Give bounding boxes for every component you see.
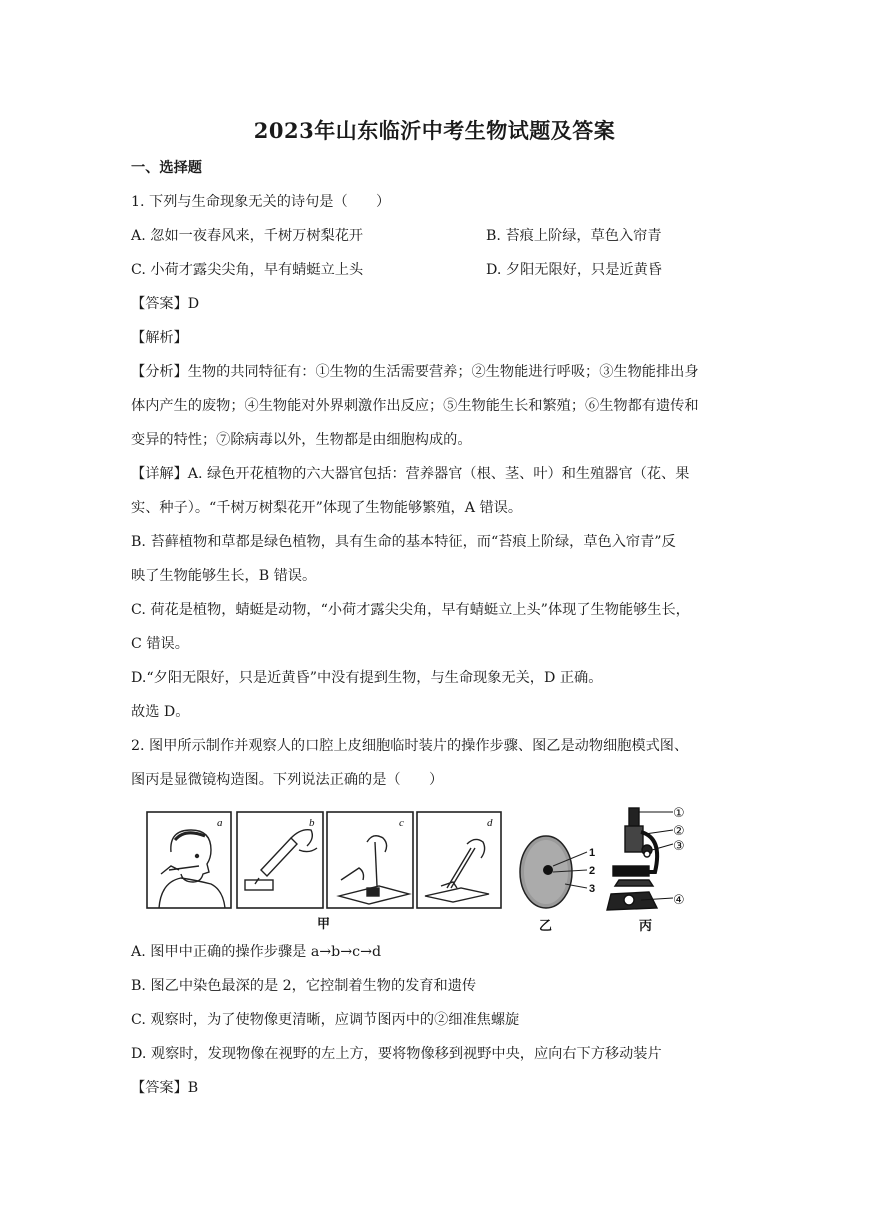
q1-detail-line: 【详解】A. 绿色开花植物的六大器官包括：营养器官（根、茎、叶）和生殖器官（花、果 <box>131 466 690 482</box>
cell-label-3: 3 <box>589 883 596 895</box>
q1-detail-line: C 错误。 <box>131 636 189 652</box>
q1-option-a: A. 忽如一夜春风来，千树万树梨花开 <box>131 228 364 244</box>
microscope-label-4: ④ <box>673 893 685 908</box>
q1-option-d: D. 夕阳无限好，只是近黄昏 <box>486 262 662 278</box>
q1-detail-line: 故选 D。 <box>131 704 190 720</box>
panel-b-dropper <box>245 830 317 890</box>
cell-label-1: 1 <box>589 847 596 859</box>
figure-caption-jia: 甲 <box>317 917 331 932</box>
section-heading: 一、选择题 <box>131 160 202 176</box>
panel-b-letter: b <box>309 817 315 829</box>
q1-option-c: C. 小荷才露尖尖角，早有蜻蜓立上头 <box>131 262 364 278</box>
q1-answer: 【答案】D <box>131 296 200 312</box>
q1-detail-line: B. 苔藓植物和草都是绿色植物，具有生命的基本特征，而“苔痕上阶绿，草色入帘青”反 <box>131 534 676 550</box>
q1-option-b: B. 苔痕上阶绿，草色入帘青 <box>486 228 662 244</box>
microscope-label-3: ③ <box>673 839 685 854</box>
panel-d-letter: d <box>487 817 493 829</box>
q1-analysis-line: 【分析】生物的共同特征有：①生物的生活需要营养；②生物能进行呼吸；③生物能排出身 <box>131 364 699 380</box>
q1-stem: 1. 下列与生命现象无关的诗句是（ ） <box>131 194 391 210</box>
panel-a-person <box>159 830 225 908</box>
q2-stem-line: 图丙是显微镜构造图。下列说法正确的是（ ） <box>131 772 444 788</box>
microscope-label-2: ② <box>673 824 685 839</box>
q2-stem-line: 2. 图甲所示制作并观察人的口腔上皮细胞临时装片的操作步骤、图乙是动物细胞模式图、 <box>131 738 689 754</box>
q1-analysis-heading: 【解析】 <box>131 330 188 346</box>
panel-c-letter: c <box>399 817 404 829</box>
q1-detail-line: D.“夕阳无限好，只是近黄昏”中没有提到生物，与生命现象无关，D 正确。 <box>131 670 603 686</box>
cell-label-2: 2 <box>589 865 596 877</box>
microscope-label-1: ① <box>673 806 685 821</box>
q1-detail-line: 映了生物能够生长，B 错误。 <box>131 568 317 584</box>
cell-diagram <box>520 836 595 934</box>
q1-detail-line: C. 荷花是植物，蜻蜓是动物，“小荷才露尖尖角，早有蜻蜓立上头”体现了生物能够生长， <box>131 602 690 618</box>
panel-c-hands <box>339 836 409 904</box>
q1-analysis-line: 体内产生的废物；④生物能对外界刺激作出反应；⑤生物能生长和繁殖；⑥生物都有遗传和 <box>131 398 699 414</box>
panel-d-forceps <box>425 839 489 902</box>
panel-a-letter: a <box>217 817 223 829</box>
q2-answer: 【答案】B <box>131 1080 199 1096</box>
q2-option-d: D. 观察时，发现物像在视野的左上方，要将物像移到视野中央，应向右下方移动装片 <box>131 1046 662 1062</box>
q2-figure-drawing <box>141 800 707 934</box>
microscope-diagram <box>607 806 685 934</box>
q2-option-a: A. 图甲中正确的操作步骤是 a→b→c→d <box>131 944 382 960</box>
q1-detail-line: 实、种子）。“千树万树梨花开”体现了生物能够繁殖，A 错误。 <box>131 500 523 516</box>
q1-analysis-line: 变异的特性；⑦除病毒以外，生物都是由细胞构成的。 <box>131 432 472 448</box>
q2-option-b: B. 图乙中染色最深的是 2，它控制着生物的发育和遗传 <box>131 978 477 994</box>
figure-caption-bing: 丙 <box>639 919 653 934</box>
q2-option-c: C. 观察时，为了使物像更清晰，应调节图丙中的②细准焦螺旋 <box>131 1012 520 1028</box>
figure-caption-yi: 乙 <box>539 919 553 934</box>
page-title: 2023年山东临沂中考生物试题及答案 <box>253 118 616 143</box>
q2-figure <box>141 800 707 934</box>
